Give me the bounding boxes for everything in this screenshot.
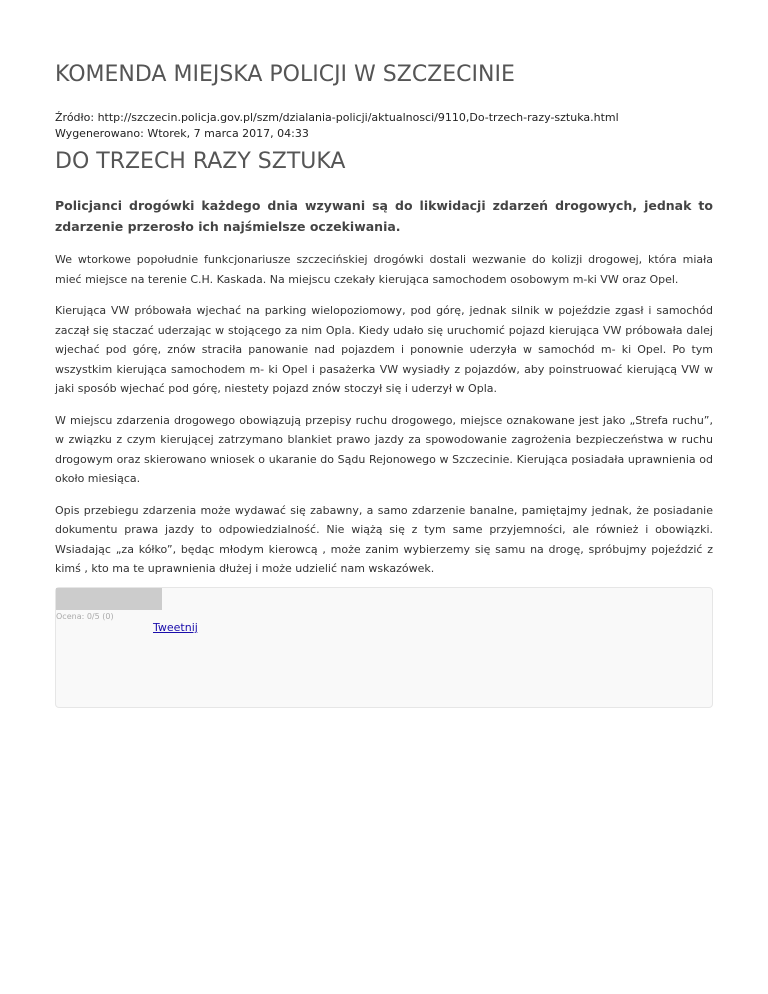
article-body	[55, 250, 713, 622]
generated-date-line: Wygenerowano: Wtorek, 7 marca 2017, 04:33	[55, 127, 309, 140]
rating-panel	[55, 587, 713, 708]
source-url-line: Źródło: http://szczecin.policja.gov.pl/szm/dzialania-policji/aktualnosci/9110,Do-trzech-razy-sztuka.html	[55, 111, 619, 124]
site-title: KOMENDA MIEJSKA POLICJI W SZCZECINIE	[55, 62, 515, 87]
article-paragraph: Opis przebiegu zdarzenia może wydawać się zabawny, a samo zdarzenie banalne, pamiętajmy jednak, że posiadanie dokumentu prawa jazdy to odpowiedzialność. Nie wiążą się z tym same przyjemności, ale również i obowiązki. Wsiadając „za kółko”, będąc młodym kierowcą , może zanim wybierzemy się samu na drogę, spróbujmy pojeździć z kimś , kto ma te uprawnienia dłużej i może udzielić nam wskazówek.	[55, 503, 713, 575]
article-paragraph: W miejscu zdarzenia drogowego obowiązują przepisy ruchu drogowego, miejsce oznakowane jest jako „Strefa ruchu”, w związku z czym kierującej zatrzymano blankiet prawo jazdy za spowodowanie zagrożenia bezpieczeństwa w ruchu drogowym oraz skierowano wniosek o ukaranie do Sądu Rejonowego w Szczecinie. Kierująca posiadała uprawnienia od około miesiąca.	[55, 413, 713, 485]
article-paragraph: Kierująca VW próbowała wjechać na parking wielopoziomowy, pod górę, jednak silnik w pojeździe zgasł i samochód zaczął się staczać uderzając w stojącego za nim Opla. Kiedy udało się uruchomić pojazd kierująca VW próbowała dalej wjechać pod górę, znów straciła panowanie nad pojazdem i ponownie uderzyła w samochód m- ki Opel. Po tym wszystkim kierująca samochodem m- ki Opel i pasażerka VW wysiadły z pojazdów, aby poinstruować kierującą VW w jaki sposób wjechać pod górę, niestety pojazd znów stoczył się i uderzył w Opla.	[55, 304, 713, 395]
tweet-link[interactable]: Tweetnij	[153, 621, 198, 634]
article-paragraph: We wtorkowe popołudnie funkcjonariusze szczecińskiej drogówki dostali wezwanie do kolizji drogowej, która miała mieć miejsce na terenie C.H. Kaskada. Na miejscu czekały kierująca samochodem osobowym m-ki VW oraz Opel.	[55, 253, 713, 286]
print-metadata	[55, 110, 619, 142]
article-title: DO TRZECH RAZY SZTUKA	[55, 149, 346, 174]
rating-label: Ocena: 0/5 (0)	[56, 612, 114, 621]
article-lead: Policjanci drogówki każdego dnia wzywani są do likwidacji zdarzeń drogowych, jednak to zdarzenie przerosło ich najśmielsze oczekiwania.	[55, 198, 713, 234]
rating-stars-bar[interactable]	[56, 588, 162, 610]
